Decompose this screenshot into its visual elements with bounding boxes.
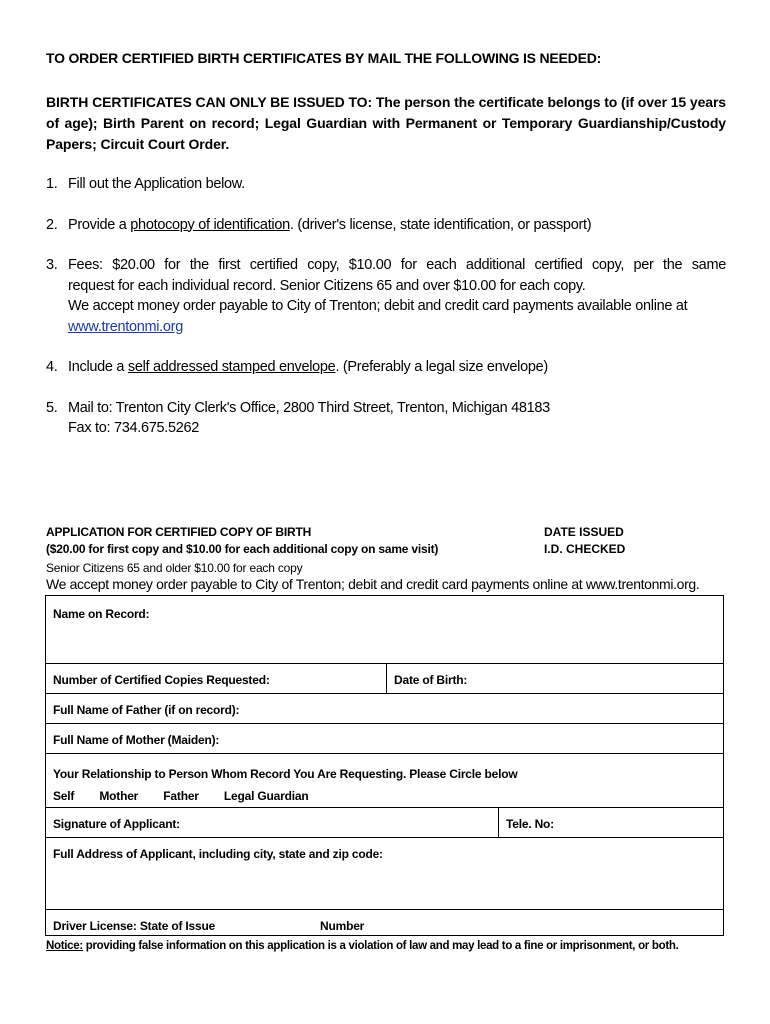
- father-name-label: Full Name of Father (if on record):: [53, 703, 240, 717]
- relationship-prompt: Your Relationship to Person Whom Record You Are Requesting. Please Circle below: [53, 767, 518, 781]
- step-2: [46, 215, 726, 236]
- mother-name-row[interactable]: [46, 724, 723, 754]
- option-self[interactable]: Self: [53, 789, 75, 803]
- application-form: [45, 595, 724, 936]
- application-header: [46, 524, 438, 558]
- application-title: APPLICATION FOR CERTIFIED COPY OF BIRTH: [46, 525, 312, 539]
- driver-license-state-field[interactable]: Driver License: State of Issue: [53, 919, 216, 933]
- website-link[interactable]: www.trentonmi.org: [68, 318, 183, 335]
- relationship-cell: [46, 754, 723, 807]
- id-checked-label: I.D. CHECKED: [544, 542, 626, 556]
- step-number: 3.: [46, 257, 58, 273]
- notice-text: providing false information on this application is a violation of law and may lead to a fine or imprisonment, or both.: [82, 940, 679, 952]
- step-underlined-text: photocopy of identification: [130, 216, 290, 233]
- option-father[interactable]: Father: [163, 789, 199, 803]
- relationship-row: [46, 754, 723, 808]
- fees-line: Fees: $20.00 for the first certified copy, $10.00 for each additional certified copy, per the same: [68, 257, 726, 273]
- option-legal-guardian[interactable]: Legal Guardian: [223, 789, 309, 803]
- copies-dob-row: [46, 664, 723, 694]
- signature-field[interactable]: Signature of Applicant:: [53, 817, 180, 831]
- notice-label: Notice:: [46, 940, 83, 952]
- step-number: 4.: [46, 359, 58, 375]
- fees-line: request for each individual record. Senior Citizens 65 and over $10.00 for each copy.: [68, 277, 586, 294]
- driver-license-row: [46, 910, 723, 937]
- driver-license-number-field[interactable]: Number: [320, 919, 365, 933]
- relationship-options: [53, 785, 723, 807]
- signature-tele-row: [46, 808, 723, 838]
- address-label: Full Address of Applicant, including city, state and zip code:: [53, 847, 383, 861]
- step-number: 5.: [46, 399, 58, 416]
- step-text: . (Preferably a legal size envelope): [335, 359, 548, 375]
- date-of-birth-field[interactable]: Date of Birth:: [386, 664, 725, 693]
- payment-note: We accept money order payable to City of Trenton; debit and credit card payments online at www.trentonmi.org.: [46, 576, 700, 592]
- address-row[interactable]: [46, 838, 723, 910]
- page-heading: TO ORDER CERTIFIED BIRTH CERTIFICATES BY MAIL THE FOLLOWING IS NEEDED:: [46, 50, 602, 66]
- mail-to-line: Mail to: Trenton City Clerk's Office, 2800 Third Street, Trenton, Michigan 48183: [68, 399, 550, 416]
- name-on-record-row[interactable]: [46, 596, 723, 664]
- payment-line: We accept money order payable to City of Trenton; debit and credit card payments available online at: [68, 298, 688, 314]
- step-underlined-text: self addressed stamped envelope: [127, 359, 336, 375]
- office-use-block: [544, 524, 625, 558]
- senior-fee-note: Senior Citizens 65 and older $10.00 for each copy: [46, 561, 303, 575]
- step-text: Include a: [68, 359, 128, 375]
- step-5: [46, 398, 726, 439]
- step-number: 1.: [46, 176, 58, 192]
- mother-name-label: Full Name of Mother (Maiden):: [53, 733, 220, 747]
- step-text: . (driver's license, state identification, or passport): [289, 216, 592, 233]
- name-on-record-label: Name on Record:: [53, 607, 150, 621]
- father-name-row[interactable]: [46, 694, 723, 724]
- eligibility-paragraph: BIRTH CERTIFICATES CAN ONLY BE ISSUED TO: The person the certificate belongs to (if over 15 years of age); Birth Parent on record; Legal Guardian with Permanent or Temporary Guardianship/Custody Papers; Circuit Court Order.: [46, 94, 726, 152]
- step-4: [46, 357, 726, 378]
- legal-notice: [46, 940, 678, 952]
- step-text: Fill out the Application below.: [68, 176, 245, 192]
- copies-requested-field[interactable]: Number of Certified Copies Requested:: [53, 673, 270, 687]
- application-fees: ($20.00 for first copy and $10.00 for each additional copy on same visit): [46, 542, 439, 556]
- telephone-field[interactable]: Tele. No:: [498, 808, 725, 837]
- step-text: Provide a: [68, 216, 131, 233]
- option-mother[interactable]: Mother: [99, 789, 139, 803]
- fax-line: Fax to: 734.675.5262: [68, 420, 200, 436]
- step-1: [46, 174, 726, 195]
- instructions-list: [46, 174, 726, 459]
- step-3: [46, 255, 726, 337]
- date-issued-label: DATE ISSUED: [544, 525, 624, 539]
- step-number: 2.: [46, 216, 58, 233]
